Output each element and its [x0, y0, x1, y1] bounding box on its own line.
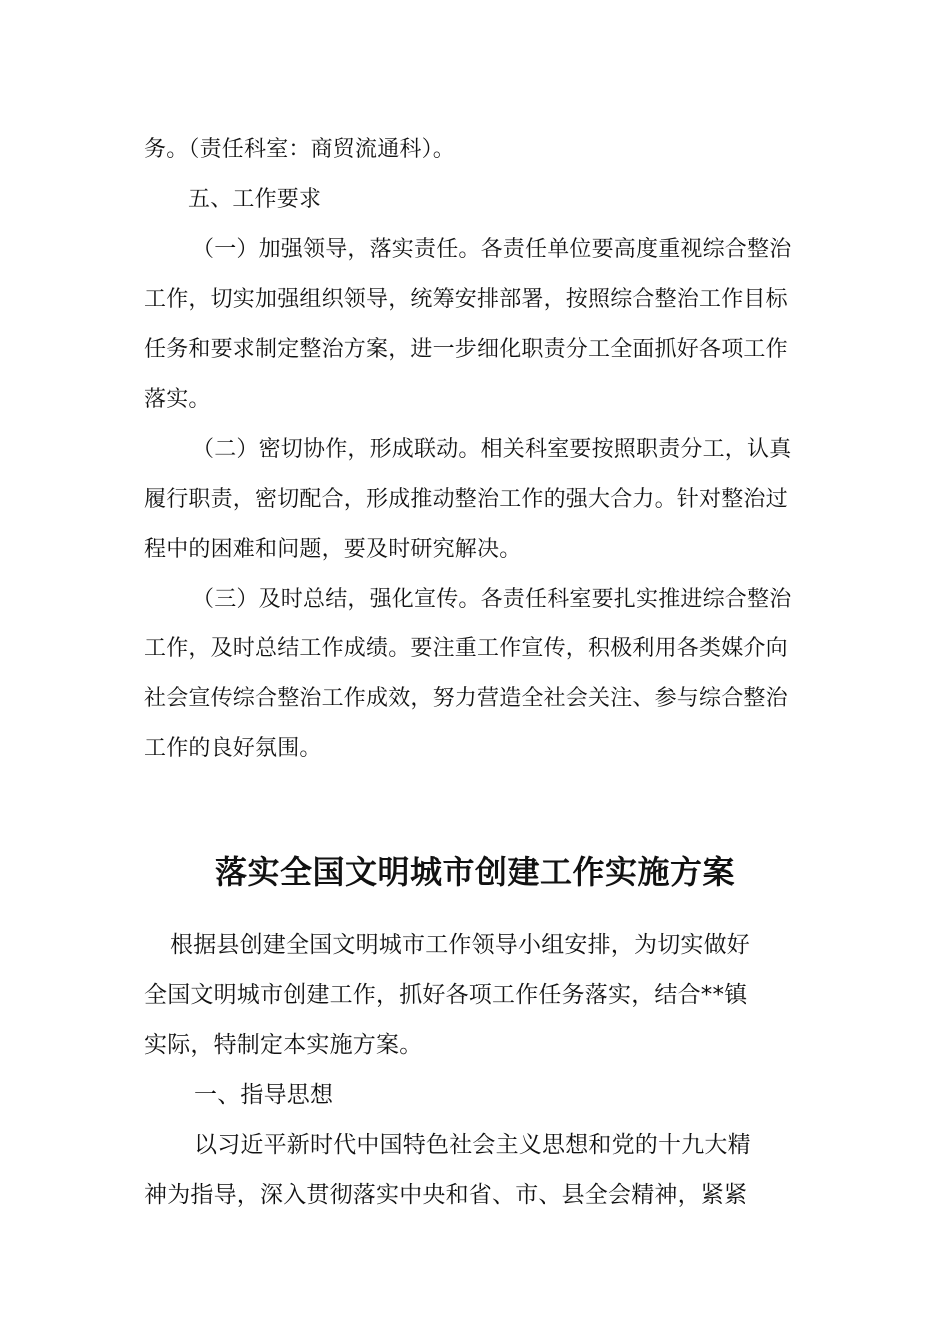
paragraph-line: 履行职责，密切配合，形成推动整治工作的强大合力。针对整治过 [144, 487, 788, 512]
paragraph-line: 实际，特制定本实施方案。 [144, 1032, 423, 1058]
paragraph-line: 工作，及时总结工作成绩。要注重工作宣传，积极利用各类媒介向 [144, 636, 788, 661]
paragraph-line: 全国文明城市创建工作，抓好各项工作任务落实，结合**镇 [144, 982, 748, 1008]
paragraph-line: 神为指导，深入贯彻落实中央和省、市、县全会精神，紧紧 [144, 1182, 748, 1208]
paragraph-line: 工作，切实加强组织领导，统筹安排部署，按照综合整治工作目标 [144, 287, 788, 312]
document-title: 落实全国文明城市创建工作实施方案 [214, 853, 735, 891]
paragraph-line: 程中的困难和问题，要及时研究解决。 [144, 537, 522, 562]
paragraph-line: 任务和要求制定整治方案，进一步细化职责分工全面抓好各项工作 [144, 337, 788, 362]
paragraph-line: （二）密切协作，形成联动。相关科室要按照职责分工，认真 [192, 437, 792, 462]
section-heading: 一、指导思想 [194, 1082, 334, 1108]
paragraph-line: 务。（责任科室：商贸流通科）。 [144, 137, 456, 162]
paragraph-line: （一）加强领导，落实责任。各责任单位要高度重视综合整治 [192, 237, 792, 262]
paragraph-line: 社会宣传综合整治工作成效，努力营造全社会关注、参与综合整治 [144, 686, 788, 711]
paragraph-line: 根据县创建全国文明城市工作领导小组安排，为切实做好 [170, 932, 750, 958]
section-heading: 五、工作要求 [188, 187, 322, 212]
paragraph-line: 落实。 [144, 387, 211, 412]
paragraph-line: 工作的良好氛围。 [144, 736, 322, 761]
paragraph-line: （三）及时总结，强化宣传。各责任科室要扎实推进综合整治 [192, 587, 792, 612]
paragraph-line: 以习近平新时代中国特色社会主义思想和党的十九大精 [194, 1132, 751, 1158]
